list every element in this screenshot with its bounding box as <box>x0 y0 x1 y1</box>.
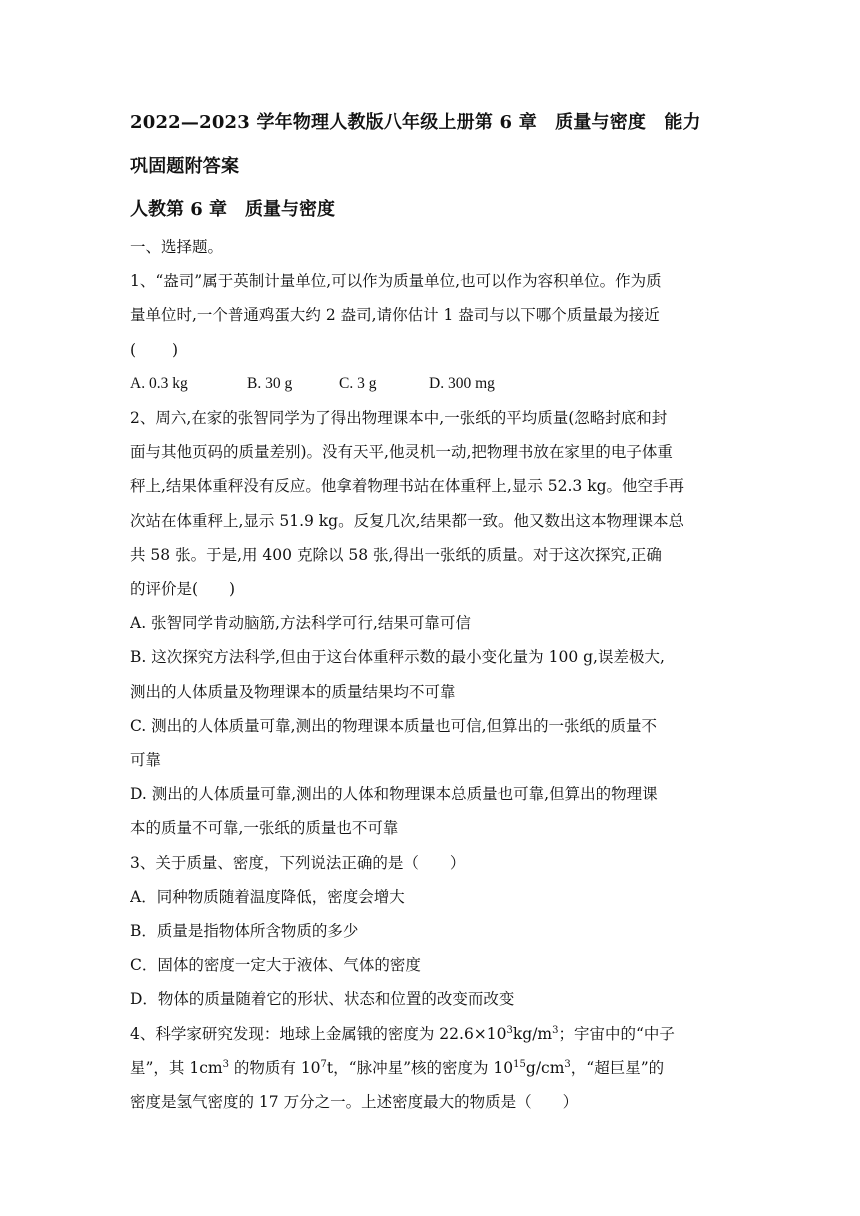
q2-line-5: 共 58 张。于是,用 400 克除以 58 张,得出一张纸的质量。对于这次探究,正确 <box>130 545 662 564</box>
q1-option-c: C. 3 g <box>339 374 377 392</box>
q4-line-3: 密度是氢气密度的 17 万分之一。上述密度最大的物质是（ ） <box>130 1093 579 1112</box>
q2-option-a: A. 张智同学肯动脑筋,方法科学可行,结果可靠可信 <box>130 614 471 633</box>
q4-line-2: 星”，其 $1cm^3$ 的物质有 $10^7t$，“脉冲星”核的密度为 $10^{15}g/cm^3$，“超巨星”的 <box>130 1058 665 1077</box>
q2-line-3: 秤上,结果体重秤没有反应。他拿着物理书站在体重秤上,显示 52.3 kg。他空手再 <box>130 477 685 496</box>
q1-options <box>130 367 740 401</box>
q1-option-b: B. 30 g <box>247 374 293 392</box>
q2-option-c-line-1: C. 测出的人体质量可靠,测出的物理课本质量也可信,但算出的一张纸的质量不 <box>130 716 658 735</box>
q2-option-b-line-2: 测出的人体质量及物理课本的质量结果均不可靠 <box>130 682 456 701</box>
q2-line-1: 2、周六,在家的张智同学为了得出物理课本中,一张纸的平均质量(忽略封底和封 <box>130 409 668 428</box>
chapter-subtitle: 人教第 6 章 质量与密度 <box>130 199 336 220</box>
q2-option-d-line-2: 本的质量不可靠,一张纸的质量也不可靠 <box>130 819 399 838</box>
q2-line-6: 的评价是( ) <box>130 580 236 599</box>
q4-line-1: 4、科学家研究发现：地球上金属锇的密度为 $22.6\times 10^3kg/m^3$；宇宙中的“中子 <box>130 1024 675 1043</box>
document-title-line-1: 2022—2023 学年物理人教版八年级上册第 6 章 质量与密度 能力 <box>130 112 701 133</box>
q3-stem: 3、关于质量、密度，下列说法正确的是（ ） <box>130 853 466 872</box>
document-page <box>130 100 740 1119</box>
q1-line-1: 1、“盎司”属于英制计量单位,可以作为质量单位,也可以作为容积单位。作为质 <box>130 272 662 291</box>
section-heading: 一、选择题。 <box>130 238 224 256</box>
document-title-line-2: 巩固题附答案 <box>130 156 240 177</box>
q3-option-c: C．固体的密度一定大于液体、气体的密度 <box>130 956 421 975</box>
q3-option-a: A．同种物质随着温度降低，密度会增大 <box>130 887 405 906</box>
q2-option-b-line-1: B. 这次探究方法科学,但由于这台体重秤示数的最小变化量为 100 g,误差极大, <box>130 648 665 667</box>
q2-line-2: 面与其他页码的质量差别)。没有天平,他灵机一动,把物理书放在家里的电子体重 <box>130 443 673 462</box>
q1-option-a: A. 0.3 kg <box>130 374 188 392</box>
q3-option-d: D．物体的质量随着它的形状、状态和位置的改变而改变 <box>130 990 515 1009</box>
q1-line-2: 量单位时,一个普通鸡蛋大约 2 盎司,请你估计 1 盎司与以下哪个质量最为接近 <box>130 306 660 325</box>
q1-line-3: ( ) <box>130 340 179 359</box>
q2-line-4: 次站在体重秤上,显示 51.9 kg。反复几次,结果都一致。他又数出这本物理课本总 <box>130 511 685 530</box>
q1-option-d: D. 300 mg <box>429 374 495 392</box>
q3-option-b: B．质量是指物体所含物质的多少 <box>130 922 359 941</box>
q2-option-c-line-2: 可靠 <box>130 751 162 770</box>
q2-option-d-line-1: D. 测出的人体质量可靠,测出的人体和物理课本总质量也可靠,但算出的物理课 <box>130 785 658 804</box>
